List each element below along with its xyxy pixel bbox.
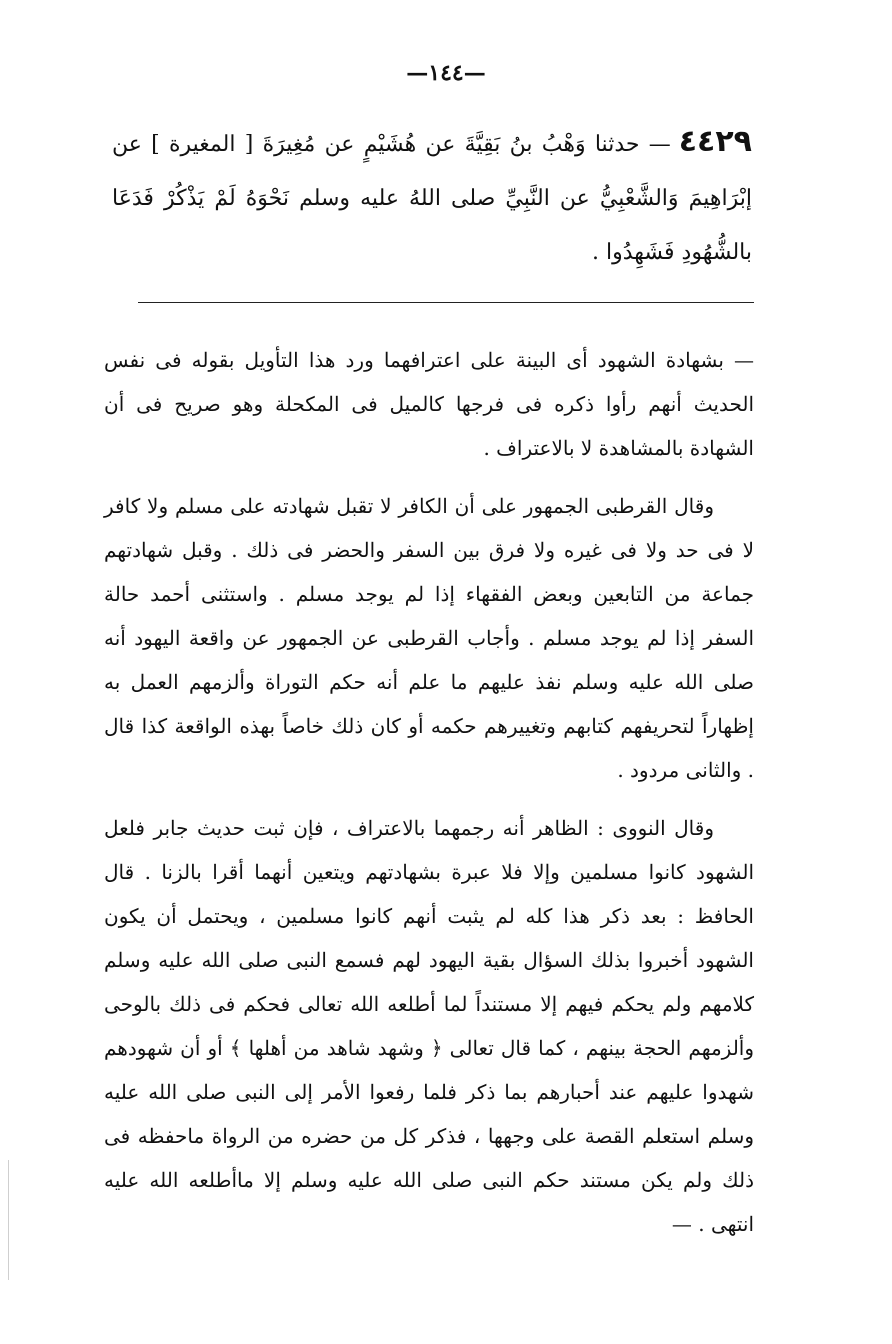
commentary-paragraph: وقال النووى : الظاهر أنه رجمهما بالاعتراف ، فإن ثبت حديث جابر فلعل الشهود كانوا مسلمين وإلا فلا عبرة بشهادتهم ويتعين أنهما أقرا بالزنا . قال الحافظ : بعد ذكر هذا كله لم يثبت أنهم كانوا مسلمين ، ويحتمل أن يكون الشهود أخبروا بذلك السؤال بقية اليهود لهم فسمع النبى صلى الله عليه وسلم كلامهم ولم يحكم فيهم إلا مستنداً لما أطلعه الله تعالى فحكم فى ذلك بالوحى وألزمهم الحجة بينهم ، كما قال تعالى ﴿ وشهد شاهد من أهلها ﴾ أو أن شهودهم شهدوا عليهم عند أحبارهم بما ذكر فلما رفعوا الأمر إلى النبى صلى الله عليه وسلم استعلم القصة على وجهها ، فذكر كل من حضره من الرواة ماحفظه فى ذلك ولم يكن مستند حكم النبى صلى الله عليه وسلم إلا ماأطلعه الله عليه انتهى . —: [104, 816, 754, 1236]
section-divider: [138, 302, 754, 303]
page-number: —١٤٤—: [406, 60, 486, 86]
hadith-text: — حدثنا وَهْبُ بنُ بَقِيَّةَ عن هُشَيْمٍ عن مُغِيرَةَ [ المغيرة ] عن إبْرَاهِيمَ وَالشَّعْبِيُّ عن النَّبِيِّ صلى اللهُ عليه وسلم نَحْوَهُ لَمْ يَذْكُرْ فَدَعَا بالشُّهُودِ فَشَهِدُوا .: [112, 132, 752, 265]
hadith-number: ٤٤٢٩: [678, 124, 752, 159]
commentary-paragraph: وقال القرطبى الجمهور على أن الكافر لا تقبل شهادته على مسلم ولا كافر لا فى حد ولا فى غيره ولا فرق بين السفر والحضر فى ذلك . وقبل شهادتهم جماعة من التابعين وبعض الفقهاء إذا لم يوجد مسلم . واستثنى أحمد حالة السفر إذا لم يوجد مسلم . وأجاب القرطبى عن الجمهور عن واقعة اليهود أنه صلى الله عليه وسلم نفذ عليهم ما علم أنه حكم التوراة وألزمهم العمل به إظهاراً لتحريفهم كتابهم وتغييرهم حكمه أو كان ذلك خاصاً بهذه الواقعة كذا قال . والثانى مردود .: [104, 494, 754, 782]
scan-edge-mark: [8, 1160, 9, 1280]
commentary-section: [104, 338, 754, 1260]
commentary-paragraph: — بشهادة الشهود أى البينة على اعترافهما ورد هذا التأويل بقوله فى نفس الحديث أنهم رأوا ذكره فى فرجها كالميل فى المكحلة وهو صريح فى أن الشهادة بالمشاهدة لا بالاعتراف .: [104, 348, 754, 460]
hadith-block: [112, 115, 752, 280]
